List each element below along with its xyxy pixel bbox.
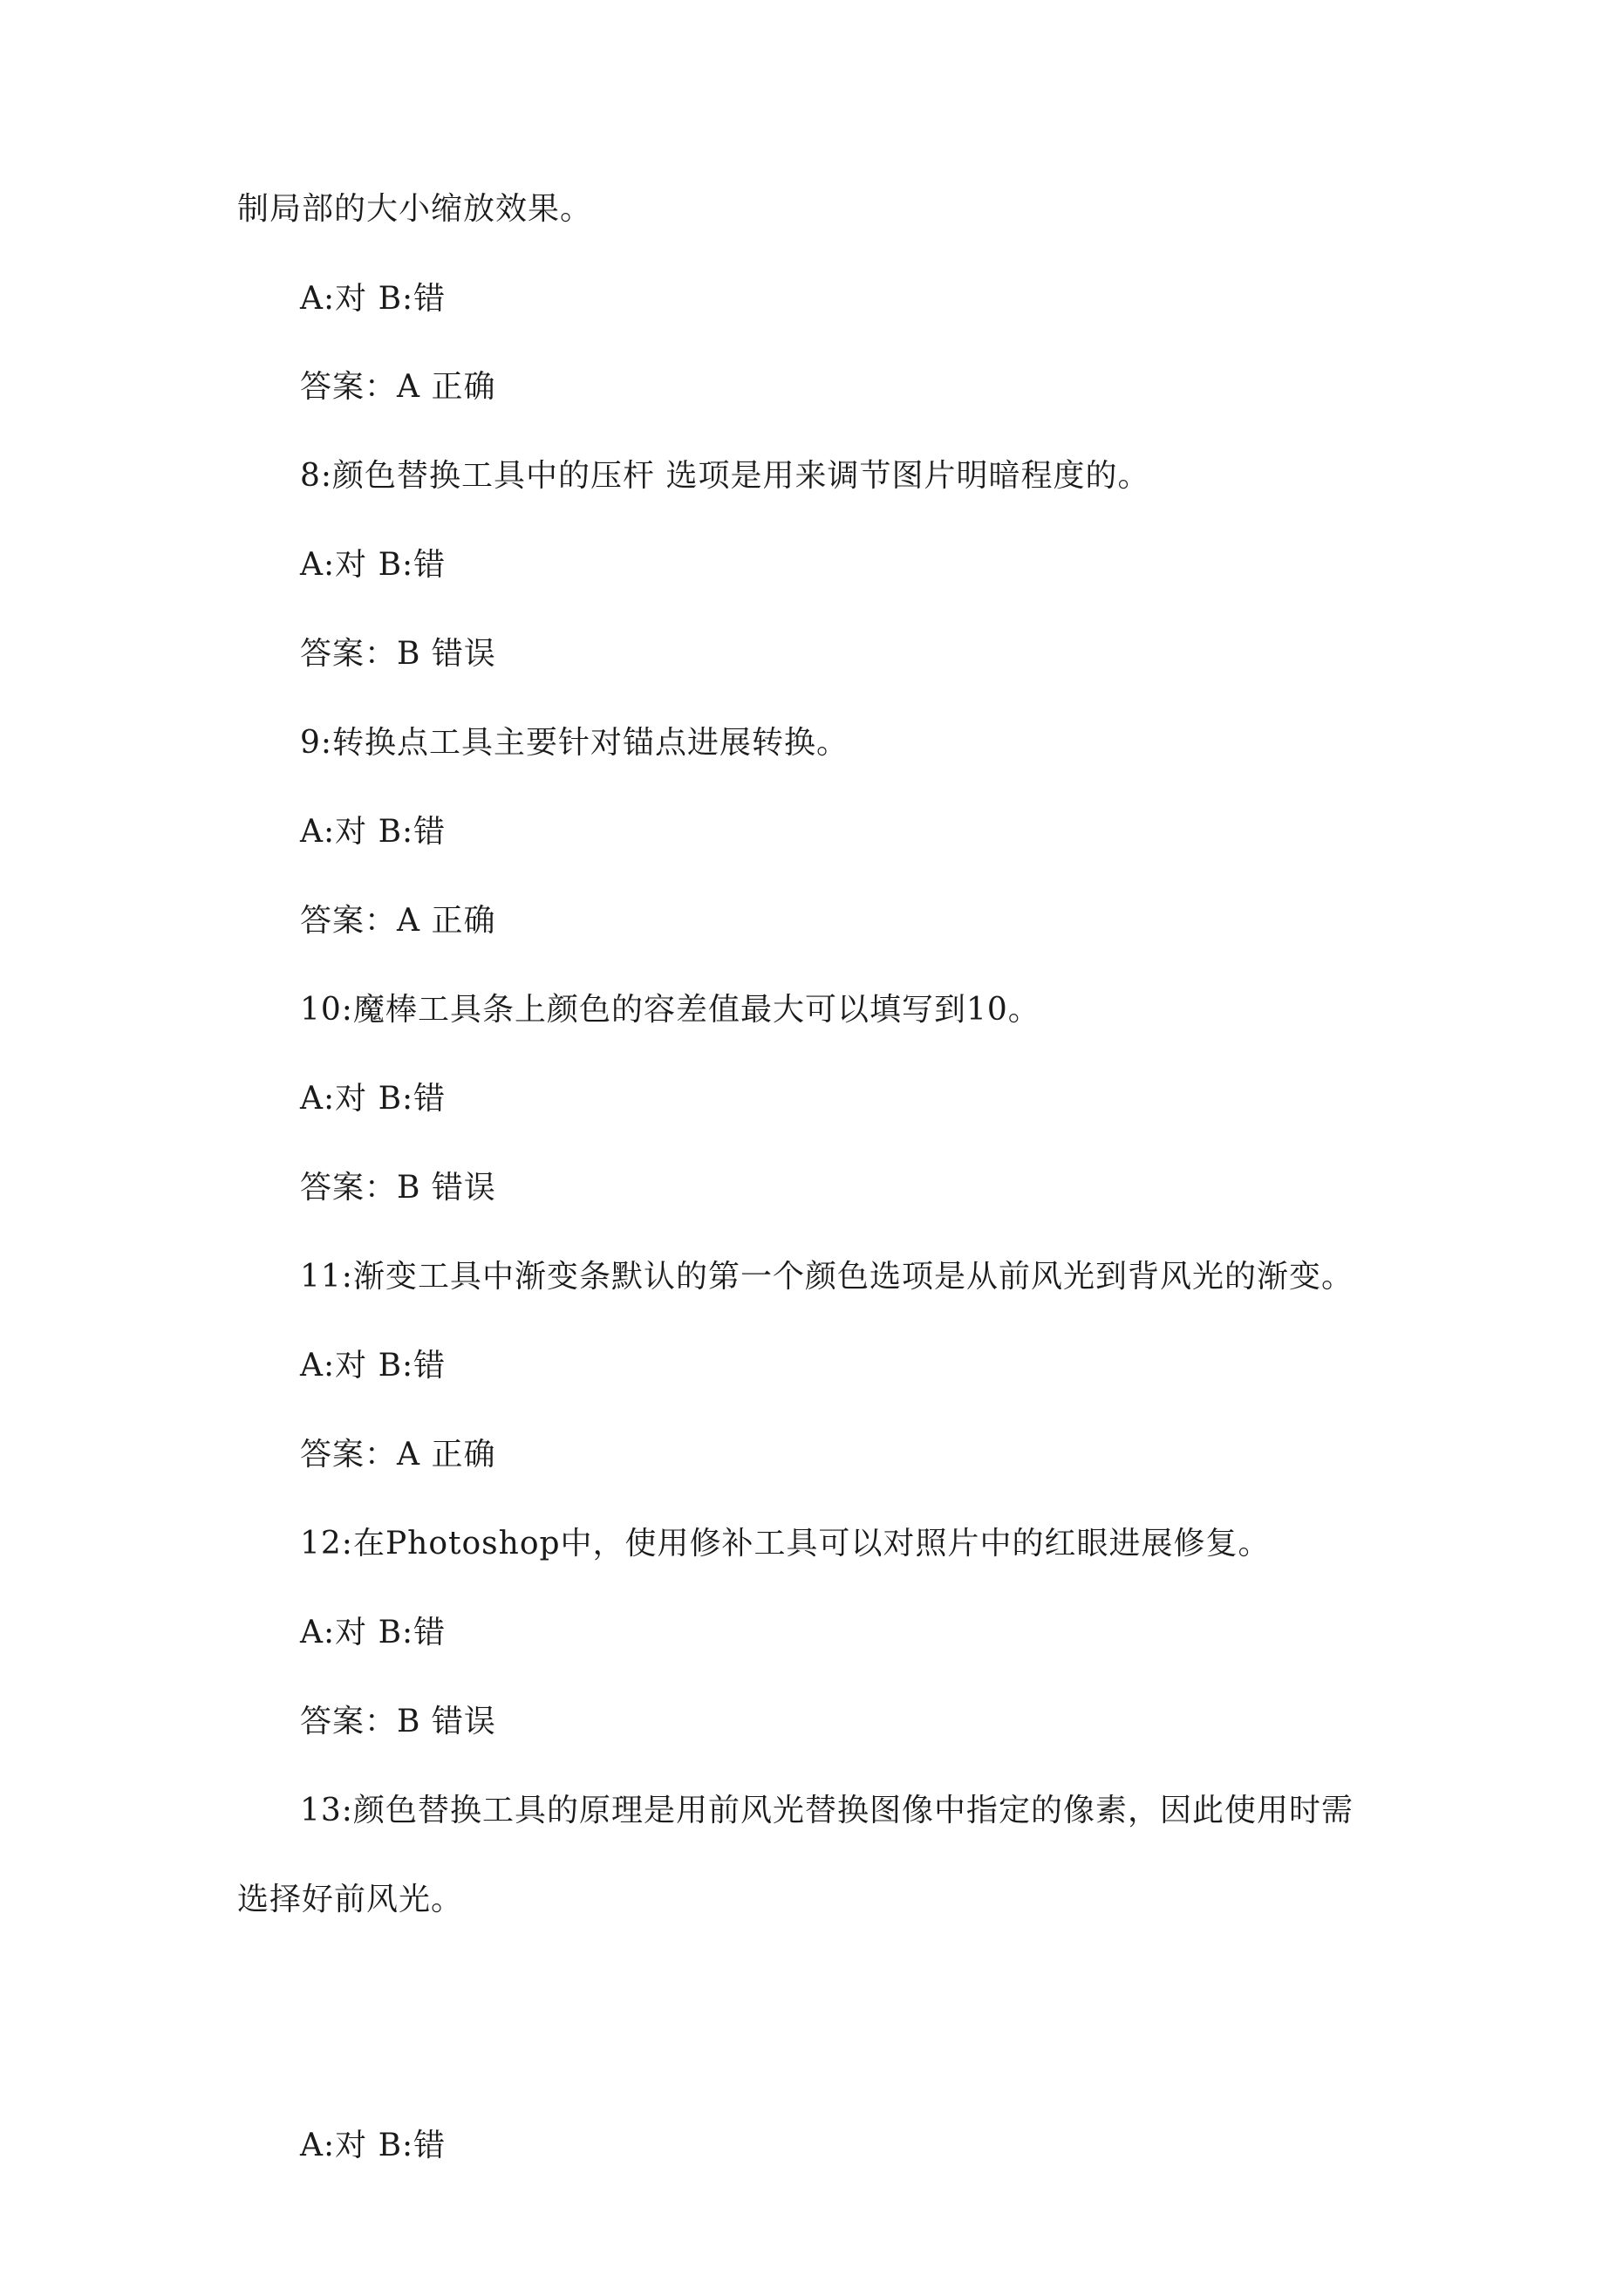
answer-key: 答案：B 错误 xyxy=(300,1170,496,1206)
question-9: 9:转换点工具主要针对锚点进展转换。 xyxy=(300,725,849,761)
question-8: 8:颜色替换工具中的压杆 选项是用来调节图片明暗程度的。 xyxy=(300,458,1150,494)
question-13: 13:颜色替换工具的原理是用前风光替换图像中指定的像素，因此使用时需 xyxy=(300,1793,1354,1828)
question-12: 12:在Photoshop中，使用修补工具可以对照片中的红眼进展修复。 xyxy=(300,1526,1271,1561)
question-10: 10:魔棒工具条上颜色的容差值最大可以填写到10。 xyxy=(300,992,1040,1028)
answer-key: 答案：A 正确 xyxy=(300,903,496,939)
answer-options: A:对 B:错 xyxy=(300,1081,447,1117)
answer-options: A:对 B:错 xyxy=(300,814,447,850)
answer-options: A:对 B:错 xyxy=(300,1615,447,1650)
answer-options: A:对 B:错 xyxy=(300,547,447,583)
answer-key: 答案：B 错误 xyxy=(300,636,496,672)
question-text-continuation: 制局部的大小缩放效果。 xyxy=(237,191,593,227)
question-13-continuation: 选择好前风光。 xyxy=(237,1882,464,1917)
answer-key: 答案：A 正确 xyxy=(300,1437,496,1473)
answer-key: 答案：A 正确 xyxy=(300,369,496,405)
question-11: 11:渐变工具中渐变条默认的第一个颜色选项是从前风光到背风光的渐变。 xyxy=(300,1259,1354,1295)
answer-options: A:对 B:错 xyxy=(300,1348,447,1384)
answer-options: A:对 B:错 xyxy=(300,2128,447,2163)
answer-options: A:对 B:错 xyxy=(300,281,447,317)
answer-key: 答案：B 错误 xyxy=(300,1704,496,1739)
